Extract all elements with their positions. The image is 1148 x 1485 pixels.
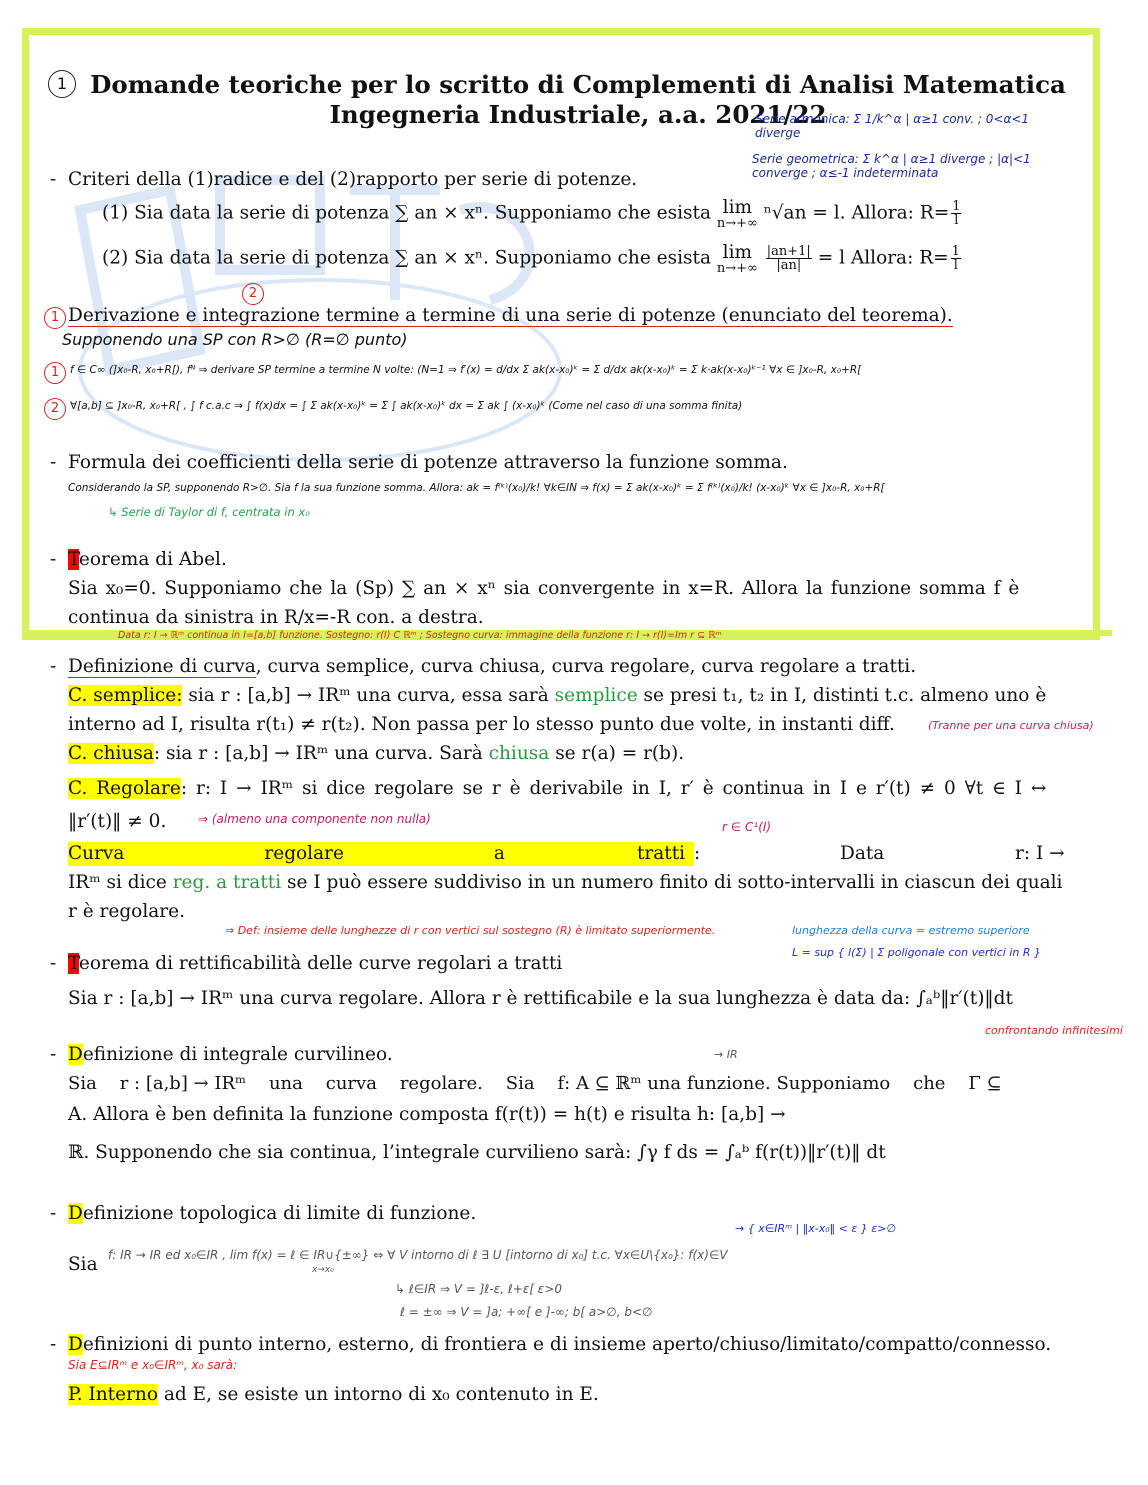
title-line-1: Domande teoriche per lo scritto di Complementi di Analisi Matematica — [90, 70, 1066, 99]
criterion-ratio — [102, 242, 961, 277]
frac-den: l — [953, 258, 958, 273]
lim-label: lim — [722, 197, 753, 218]
term-word: regolare — [264, 843, 344, 864]
def-text: interno ad I, risulta r(t₁) ≠ r(t₂). Non passa per lo stesso punto due volte, in instanti diff. — [68, 714, 895, 735]
bullet: - — [50, 452, 57, 473]
handwritten-note: lunghezza della curva = estremo superiore — [792, 924, 1030, 937]
length-formula: ∫ₐᵇ‖r′(t)‖dt — [916, 988, 1013, 1009]
frac-num: 1 — [951, 244, 960, 259]
handwritten-formula: f ∈ C∞ (]x₀-R, x₀+R[), fᴺ ⇒ derivare SP termine a termine N volte: (N=1 ⇒ f′(x) = d/dx Σ ak(x-x₀)ᵏ = Σ d/dx ak(x-x₀)ᵏ = Σ k·ak(x-x₀)ᵏ⁻¹ ∀x ∈ ]x₀-R, x₀+R[ — [70, 364, 862, 376]
handwritten-note: → { x∈IRᵐ | ‖x-x₀‖ < ε } ε>∅ — [735, 1222, 897, 1235]
section-heading: Formula dei coefficienti della serie di potenze attraverso la funzione somma. — [68, 452, 788, 473]
frac-den: |an| — [776, 258, 802, 273]
term-green: chiusa — [488, 743, 550, 764]
term-label-highlight — [68, 842, 694, 866]
criterion-ratio-rest: = l Allora: R= — [817, 247, 949, 269]
red-circle-marker: 1 — [44, 307, 66, 329]
definition-tratti-cont — [68, 871, 1062, 895]
def-text: IRᵐ si dice — [68, 872, 167, 893]
handwritten-note: (Tranne per una curva chiusa) — [928, 719, 1094, 732]
bullet: - — [50, 656, 57, 677]
handwritten-note: Supponendo una SP con R>∅ (R=∅ punto) — [62, 330, 408, 349]
definition-semplice-cont — [68, 713, 895, 737]
def-text: se r(a) = r(b). — [555, 743, 685, 764]
title-line-2: Ingegneria Industriale, a.a. 2021/22 — [329, 100, 827, 129]
section-heading — [68, 1202, 476, 1226]
lim-label: lim — [722, 242, 753, 263]
limit-expr — [716, 197, 758, 232]
heading-text: eorema di rettificabilità delle curve regolari a tratti — [78, 953, 563, 974]
heading-first-letter: T — [68, 953, 79, 974]
handwritten-note: ⇒ (almeno una componente non nulla) — [198, 812, 431, 826]
section-heading — [68, 655, 916, 679]
theorem-line — [68, 987, 1013, 1011]
handwritten-note: ↳ Serie di Taylor di f, centrata in x₀ — [108, 505, 310, 519]
definition-semplice — [68, 684, 1046, 708]
theorem-text: Sia r : [a,b] → IRᵐ una curva regolare. Allora r è rettificabile e la sua lunghezza è data da: — [68, 988, 911, 1009]
definition-line: ℝ. Supponendo che sia continua, l’integrale curvilieno sarà: ∫γ f ds = ∫ₐᵇ f(r(t))‖r′(t)‖ dt — [68, 1142, 886, 1163]
def-text: : sia r : [a,b] → IRᵐ una curva. Sarà — [153, 743, 483, 764]
term-label: C. Regolare — [68, 778, 181, 799]
definition-interno — [68, 1383, 599, 1407]
limit-expr — [716, 242, 758, 277]
term-word: a — [493, 843, 505, 864]
definition-regolare — [68, 777, 1046, 801]
definition-chiusa — [68, 742, 684, 766]
criterion-root-text: (1) Sia data la serie di potenza ∑ an × xⁿ. Supponiamo che esista — [102, 202, 711, 224]
heading-text: Derivazione e integrazione termine a termine di una serie di potenze (enunciato del teorema). — [68, 305, 953, 326]
definition-tratti — [68, 842, 700, 866]
frac-num: 1 — [952, 199, 961, 214]
section-heading — [68, 1043, 393, 1067]
bullet: - — [50, 1044, 57, 1065]
handwritten-note: x→x₀ — [312, 1265, 334, 1275]
def-text: : r: I → IRᵐ si dice regolare se r è derivabile in I, r′ è continua in I e r′(t) ≠ 0 ∀t ∈ I ↔ — [180, 778, 1047, 799]
bullet: - — [50, 549, 57, 570]
term-word: tratti — [636, 843, 686, 864]
heading-text: efinizione topologica di limite di funzione. — [82, 1203, 477, 1224]
heading-first-letter: D — [68, 1334, 83, 1355]
bullet: - — [50, 169, 57, 190]
colon: : — [694, 843, 701, 864]
term-label: C. chiusa — [68, 743, 154, 764]
handwritten-note: Data r: I → ℝᵐ continua in I=[a,b] funzione. Sostegno: r(I) C ℝᵐ ; Sostegno curva: immagine della funzione r: I → r(I)=Im r ⊆ ℝᵐ — [118, 630, 722, 641]
def-text: ad E, se esiste un intorno di x₀ contenuto in E. — [163, 1384, 599, 1405]
handwritten-note: Sia E⊆IRᵐ e x₀∈IRᵐ, x₀ sarà: — [68, 1358, 238, 1372]
section-heading — [68, 548, 227, 572]
heading-text: efinizione di integrale curvilineo. — [82, 1044, 393, 1065]
section-heading — [68, 304, 953, 328]
handwritten-note: ⇒ Def: insieme delle lunghezze di r con vertici sul sostegno (R) è limitato superiormente. — [225, 924, 716, 937]
heading-first-letter: D — [68, 1044, 83, 1065]
heading-first-letter: D — [68, 1203, 83, 1224]
bullet: - — [50, 953, 57, 974]
theorem-line: Sia x₀=0. Supponiamo che la (Sp) ∑ an × xⁿ sia convergente in x=R. Allora la funzione somma f è — [68, 578, 1020, 599]
heading-text: , curva semplice, curva chiusa, curva regolare, curva regolare a tratti. — [255, 656, 917, 677]
handwritten-note: r ∈ C¹(I) — [722, 820, 772, 834]
heading-text: eorema di Abel. — [78, 549, 227, 570]
fraction — [951, 245, 961, 272]
annotation-serie-armonica: Serie armonica: Σ 1/k^α | α≥1 conv. ; 0<α<1 diverge — [755, 112, 1030, 140]
handwritten-note: → IR — [714, 1048, 738, 1061]
bullet: - — [50, 1203, 57, 1224]
criterion-ratio-text: (2) Sia data la serie di potenza ∑ an × xⁿ. Supponiamo che esista — [102, 247, 711, 269]
title-circle-number: 1 — [48, 70, 76, 98]
section-heading — [68, 1333, 1051, 1357]
bullet: - — [50, 1334, 57, 1355]
def-text: se I può essere suddiviso in un numero finito di sotto-intervalli in ciascun dei quali — [287, 872, 1063, 893]
sia-label: Sia — [68, 1254, 98, 1275]
handwritten-note: ↳ ℓ∈IR ⇒ V = ]ℓ-ε, ℓ+ε[ ε>0 — [395, 1282, 562, 1296]
red-circle-marker: 2 — [44, 398, 66, 420]
heading-first-letter: T — [68, 549, 79, 570]
lim-sub: n→+∞ — [716, 261, 758, 276]
fraction — [951, 200, 961, 227]
annotation-serie-geometrica: Serie geometrica: Σ k^α | α≥1 diverge ; |α|<1 converge ; α≤-1 indeterminata — [752, 152, 1031, 180]
heading-text: efinizioni di punto interno, esterno, di frontiera e di insieme aperto/chiuso/limitato/compatto/connesso. — [82, 1334, 1052, 1355]
handwritten-note: L = sup { l(Σ) | Σ poligonale con vertici in R } — [792, 946, 1041, 959]
red-circle-marker: 2 — [242, 283, 264, 305]
def-text: r: I → — [1015, 843, 1065, 864]
handwritten-note: confrontando infinitesimi — [985, 1024, 1123, 1037]
term-green: reg. a tratti — [172, 872, 282, 893]
frac-den: l — [954, 213, 959, 228]
def-text: se presi t₁, t₂ in I, distinti t.c. almeno uno è — [643, 685, 1047, 706]
definition-line: A. Allora è ben definita la funzione composta f(r(t)) = h(t) e risulta h: [a,b] → — [68, 1104, 786, 1125]
section-heading: Criteri della (1)radice e del (2)rapporto per serie di potenze. — [68, 169, 638, 190]
def-text: Data — [840, 843, 885, 864]
term-label: C. semplice: — [68, 685, 183, 706]
def-text: sia r : [a,b] → IRᵐ una curva, essa sarà — [188, 685, 549, 706]
ratio-fraction — [766, 245, 812, 272]
handwritten-definition: f: IR → IR ed x₀∈IR , lim f(x) = ℓ ∈ IR∪{±∞} ⇔ ∀ V intorno di ℓ ∃ U [intorno di x₀] t.c. ∀x∈U\{x₀}: f(x)∈V — [108, 1248, 728, 1262]
handwritten-formula: Considerando la SP, supponendo R>∅. Sia f la sua funzione somma. Allora: ak = f⁽ᵏ⁾(x₀)/k! ∀k∈IN ⇒ f(x) = Σ ak(x-x₀)ᵏ = Σ f⁽ᵏ⁾(x₀)/k! (x-x₀)ᵏ ∀x ∈ ]x₀-R, x₀+R[ — [68, 482, 885, 494]
criterion-root-rest: ⁿ√an = l. Allora: R= — [763, 202, 950, 224]
section-heading — [68, 952, 562, 976]
handwritten-formula: ∀[a,b] ⊆ ]x₀-R, x₀+R[ , ∫ f c.a.c ⇒ ∫ f(x)dx = ∫ Σ ak(x-x₀)ᵏ = Σ ∫ ak(x-x₀)ᵏ dx = Σ ak ∫ (x-x₀)ᵏ (Come nel caso di una somma finita) — [70, 400, 743, 412]
handwritten-note: ℓ = ±∞ ⇒ V = ]a; +∞[ e ]-∞; b[ a>∅, b<∅ — [400, 1305, 653, 1319]
criterion-root — [102, 197, 961, 232]
definition-line: Sia r : [a,b] → IRᵐ una curva regolare. Sia f: A ⊆ ℝᵐ una funzione. Supponiamo che Γ ⊆ — [68, 1073, 1002, 1094]
heading-underlined: Definizione di curva — [68, 656, 256, 677]
definition-regolare-cont: ‖r′(t)‖ ≠ 0. — [68, 811, 167, 832]
term-label: P. Interno — [68, 1384, 158, 1405]
term-word: Curva — [68, 843, 125, 864]
definition-tratti-cont: r è regolare. — [68, 901, 185, 922]
red-circle-marker: 1 — [44, 362, 66, 384]
theorem-line: continua da sinistra in R/x=-R con. a destra. — [68, 607, 484, 628]
lim-sub: n→+∞ — [716, 216, 758, 231]
term-green: semplice — [554, 685, 638, 706]
frac-num: |an+1| — [766, 244, 811, 259]
